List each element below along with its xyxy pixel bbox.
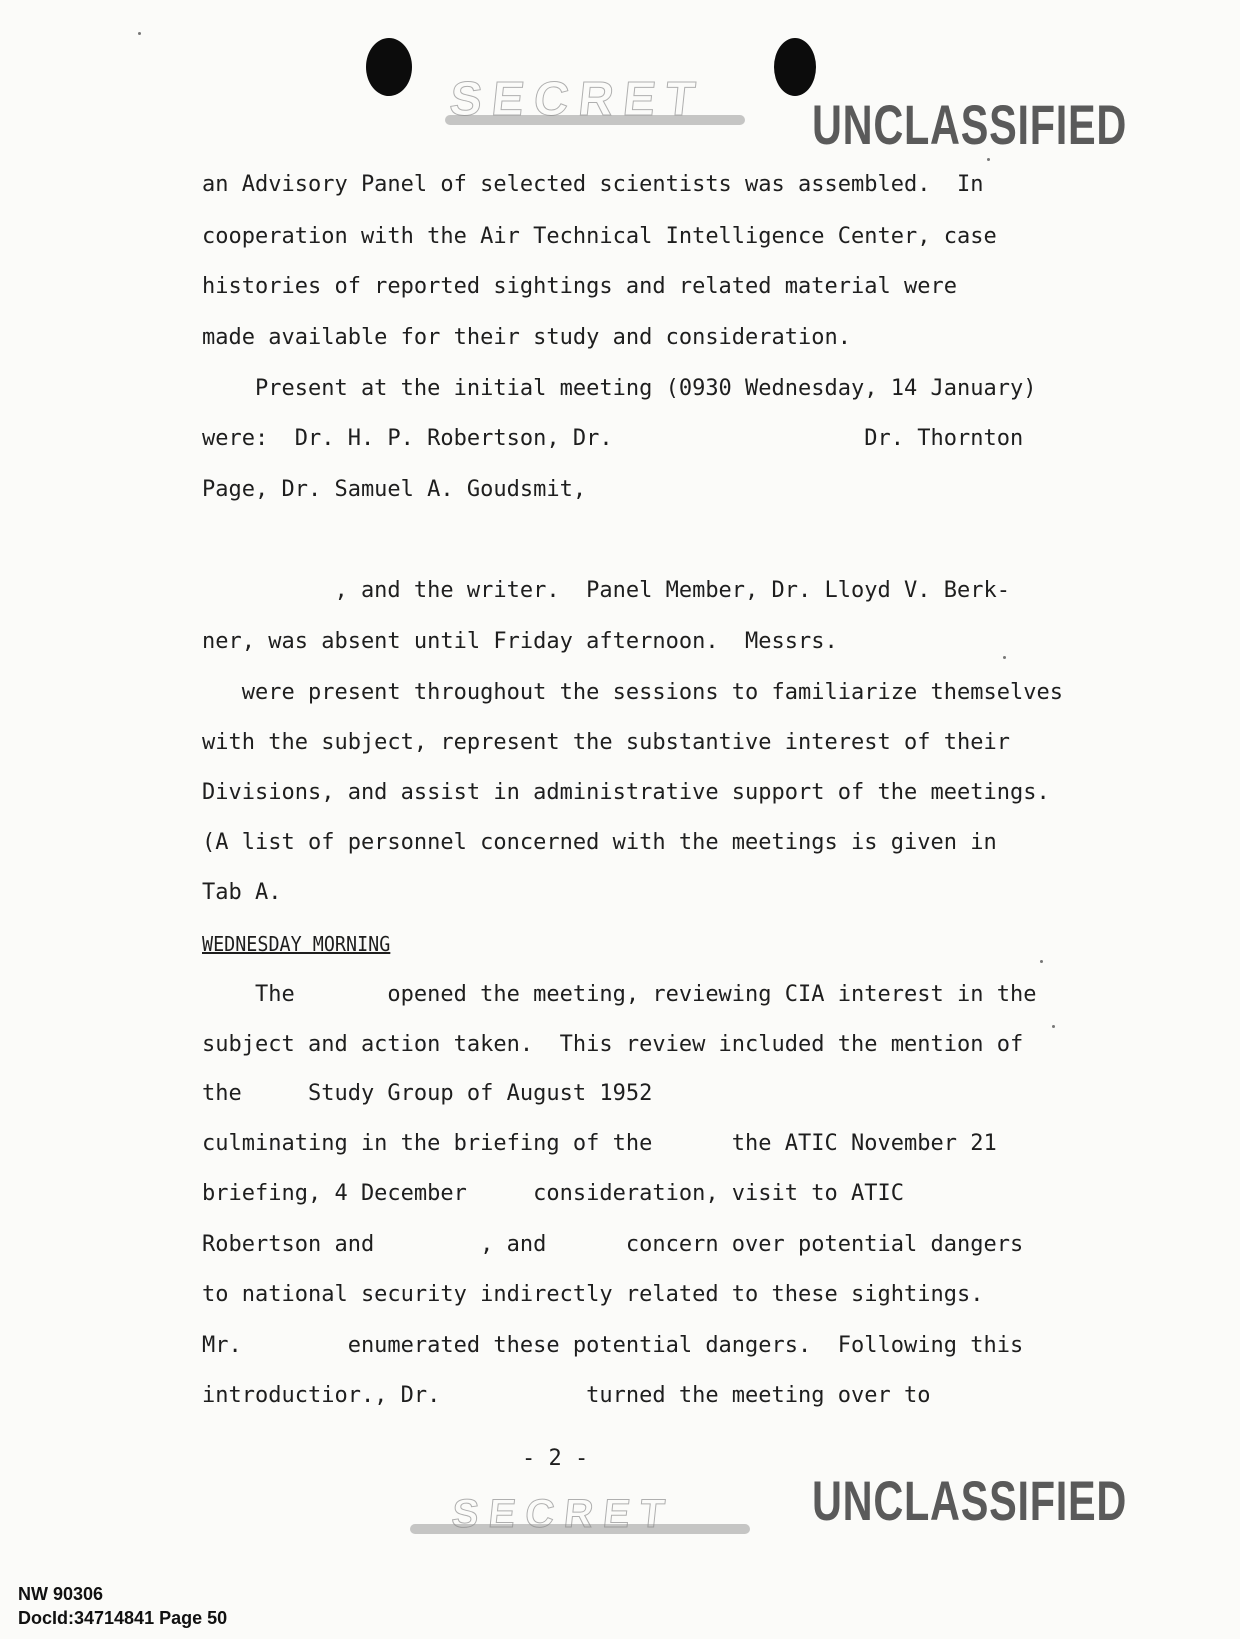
body-line-18: subject and action taken. This review included the mention of xyxy=(202,1032,1024,1057)
punch-hole-left xyxy=(366,38,412,96)
body-line-24: Mr. enumerated these potential dangers. Following this xyxy=(202,1333,1024,1358)
body-line-20: culminating in the briefing of the the ATIC November 21 xyxy=(202,1131,997,1156)
scan-speck xyxy=(138,32,141,35)
body-line-4: made available for their study and consideration. xyxy=(202,325,852,350)
body-line-23: to national security indirectly related to these sightings. xyxy=(202,1282,984,1307)
body-line-14: (A list of personnel concerned with the meetings is given in xyxy=(202,830,997,855)
scan-speck xyxy=(987,158,990,161)
unclassified-stamp-top: UNCLASSIFIED xyxy=(812,93,1128,156)
body-line-17: The opened the meeting, reviewing CIA interest in the xyxy=(202,982,1037,1007)
scan-speck xyxy=(1040,960,1043,963)
body-line-25: introductior., Dr. turned the meeting over to xyxy=(202,1383,931,1408)
body-line-2: cooperation with the Air Technical Intelligence Center, case xyxy=(202,224,997,249)
nw-identifier: NW 90306 xyxy=(18,1584,104,1604)
body-line-3: histories of reported sightings and related material were xyxy=(202,274,957,299)
body-line-1: an Advisory Panel of selected scientists was assembled. In xyxy=(202,172,984,197)
body-line-12: with the subject, represent the substantive interest of their xyxy=(202,730,1010,755)
section-heading-wednesday-morning: WEDNESDAY MORNING xyxy=(202,932,391,956)
punch-hole-right xyxy=(774,38,816,96)
body-line-11: were present throughout the sessions to familiarize themselves xyxy=(202,680,1063,705)
unclassified-stamp-bottom: UNCLASSIFIED xyxy=(812,1469,1128,1532)
body-line-21: briefing, 4 December consideration, visit to ATIC xyxy=(202,1181,904,1206)
body-line-22: Robertson and , and concern over potential dangers xyxy=(202,1232,1024,1257)
scan-speck xyxy=(1052,1025,1055,1028)
secret-stamp-top: SECRET xyxy=(447,73,708,126)
body-line-5: Present at the initial meeting (0930 Wednesday, 14 January) xyxy=(202,376,1037,401)
page-number: - 2 - xyxy=(522,1446,589,1471)
body-line-10: ner, was absent until Friday afternoon. Messrs. xyxy=(202,629,838,654)
body-line-13: Divisions, and assist in administrative support of the meetings. xyxy=(202,780,1050,805)
secret-stamp-bottom: SECRET xyxy=(449,1492,677,1536)
body-line-6: were: Dr. H. P. Robertson, Dr. Dr. Thornton xyxy=(202,426,1024,451)
body-line-7: Page, Dr. Samuel A. Goudsmit, xyxy=(202,477,587,502)
body-line-15: Tab A. xyxy=(202,880,282,905)
scan-speck xyxy=(1003,656,1006,659)
body-line-19: the Study Group of August 1952 xyxy=(202,1081,653,1106)
document-id: DocId:34714841 Page 50 xyxy=(18,1608,228,1628)
body-line-9: , and the writer. Panel Member, Dr. Lloyd V. Berk- xyxy=(202,578,1010,603)
